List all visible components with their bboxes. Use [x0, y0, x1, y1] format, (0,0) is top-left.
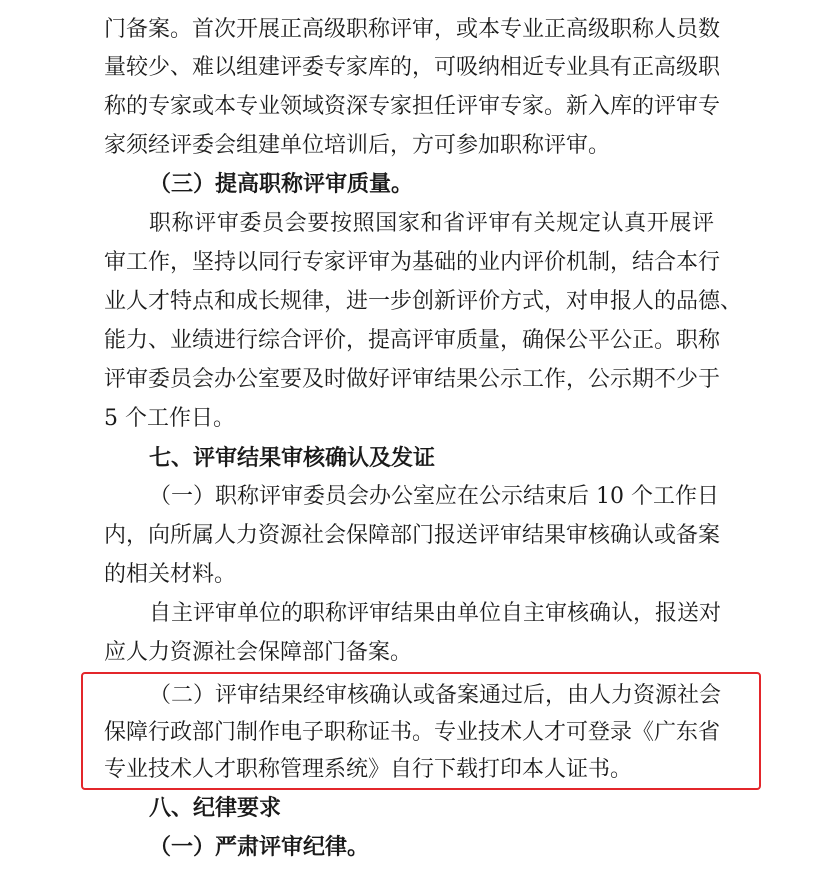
- paragraph-line: 能力、业绩进行综合评价，提高评审质量，确保公平公正。职称: [104, 328, 721, 353]
- section-heading: 八、纪律要求: [149, 795, 282, 821]
- paragraph-line: 业人才特点和成长规律，进一步创新评价方式，对申报人的品德、: [104, 289, 743, 314]
- paragraph-line: 内，向所属人力资源社会保障部门报送评审结果审核确认或备案: [104, 523, 721, 548]
- highlighted-paragraph-line: （二）评审结果经审核确认或备案通过后，由人力资源社会: [149, 683, 722, 708]
- paragraph-line: 门备案。首次开展正高级职称评审，或本专业正高级职称人员数: [104, 17, 721, 42]
- paragraph-line: （一）职称评审委员会办公室应在公示结束后 10 个工作日: [149, 484, 719, 509]
- subsection-heading: （一）严肃评审纪律。: [149, 834, 370, 860]
- highlighted-paragraph-line: 保障行政部门制作电子职称证书。专业技术人才可登录《广东省: [104, 720, 721, 745]
- paragraph-line: 评审委员会办公室要及时做好评审结果公示工作，公示期不少于: [104, 367, 721, 392]
- paragraph-line: 应人力资源社会保障部门备案。: [104, 640, 413, 665]
- paragraph-line: 职称评审委员会要按照国家和省评审有关规定认真开展评: [149, 211, 714, 236]
- paragraph-line: 家须经评委会组建单位培训后，方可参加职称评审。: [104, 133, 611, 158]
- paragraph-line: 自主评审单位的职称评审结果由单位自主审核确认，报送对: [149, 601, 722, 626]
- paragraph-line: 称的专家或本专业领域资深专家担任评审专家。新入库的评审专: [104, 94, 721, 119]
- section-heading: 七、评审结果审核确认及发证: [149, 445, 436, 471]
- paragraph-line: 审工作，坚持以同行专家评审为基础的业内评价机制，结合本行: [104, 250, 721, 275]
- paragraph-line: 5 个工作日。: [104, 406, 235, 431]
- paragraph-line: 的相关材料。: [104, 562, 237, 587]
- highlighted-paragraph-line: 专业技术人才职称管理系统》自行下载打印本人证书。: [104, 757, 633, 782]
- subsection-heading: （三）提高职称评审质量。: [149, 172, 414, 197]
- paragraph-line: 量较少、难以组建评委专家库的，可吸纳相近专业具有正高级职: [104, 55, 721, 80]
